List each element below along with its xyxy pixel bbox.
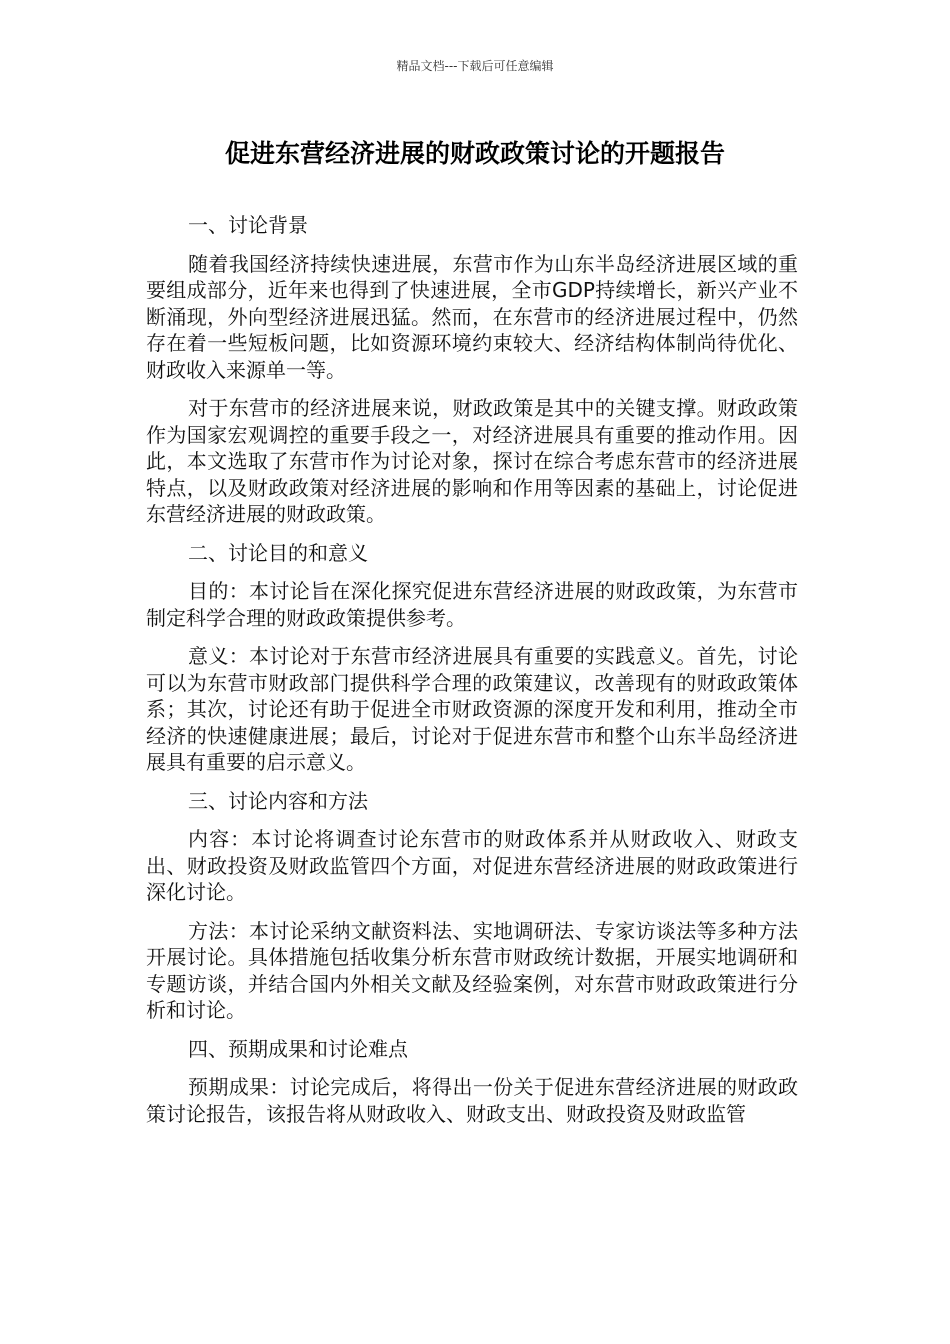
page-header: 精品文档---下载后可任意编辑: [396, 59, 554, 73]
paragraph-method: 方法：本讨论采纳文献资料法、实地调研法、专家访谈法等多种方法开展讨论。具体措施包括收集分析东营市财政统计数据，开展实地调研和专题访谈，并结合国内外相关文献及经验案例，对东营市财政政策进行分析和讨论。: [146, 918, 798, 1022]
paragraph-purpose: 目的：本讨论旨在深化探究促进东营经济进展的财政政策，为东营市制定科学合理的财政政策提供参考。: [146, 579, 798, 630]
section-heading-expected-results: 四、预期成果和讨论难点: [188, 1036, 408, 1061]
paragraph-significance: 意义：本讨论对于东营市经济进展具有重要的实践意义。首先，讨论可以为东营市财政部门提供科学合理的政策建议，改善现有的财政政策体系；其次，讨论还有助于促进全市财政资源的深度开发和利用，推动全市经济的快速健康进展；最后，讨论对于促进东营市和整个山东半岛经济进展具有重要的启示意义。: [146, 644, 798, 774]
paragraph-background-2: 对于东营市的经济进展来说，财政政策是其中的关键支撑。财政政策作为国家宏观调控的重要手段之一，对经济进展具有重要的推动作用。因此，本文选取了东营市作为讨论对象，探讨在综合考虑东营市的经济进展特点，以及财政政策对经济进展的影响和作用等因素的基础上，讨论促进东营经济进展的财政政策。: [146, 396, 798, 526]
paragraph-content: 内容：本讨论将调查讨论东营市的财政体系并从财政收入、财政支出、财政投资及财政监管四个方面，对促进东营经济进展的财政政策进行深化讨论。: [146, 827, 798, 904]
section-heading-content-method: 三、讨论内容和方法: [188, 788, 368, 813]
document-body: [146, 212, 798, 1139]
paragraph-background-1: 随着我国经济持续快速进展，东营市作为山东半岛经济进展区域的重要组成部分，近年来也得到了快速进展，全市GDP持续增长，新兴产业不断涌现，外向型经济进展迅猛。然而，在东营市的经济进展过程中，仍然存在着一些短板问题，比如资源环境约束较大、经济结构体制尚待优化、财政收入来源单一等。: [146, 251, 798, 382]
document-title: 促进东营经济进展的财政政策讨论的开题报告: [224, 139, 725, 168]
section-heading-background: 一、讨论背景: [188, 213, 308, 237]
paragraph-expected-results: 预期成果：讨论完成后，将得出一份关于促进东营经济进展的财政政策讨论报告，该报告将从财政收入、财政支出、财政投资及财政监管: [146, 1075, 798, 1126]
section-heading-purpose: 二、讨论目的和意义: [188, 540, 368, 565]
